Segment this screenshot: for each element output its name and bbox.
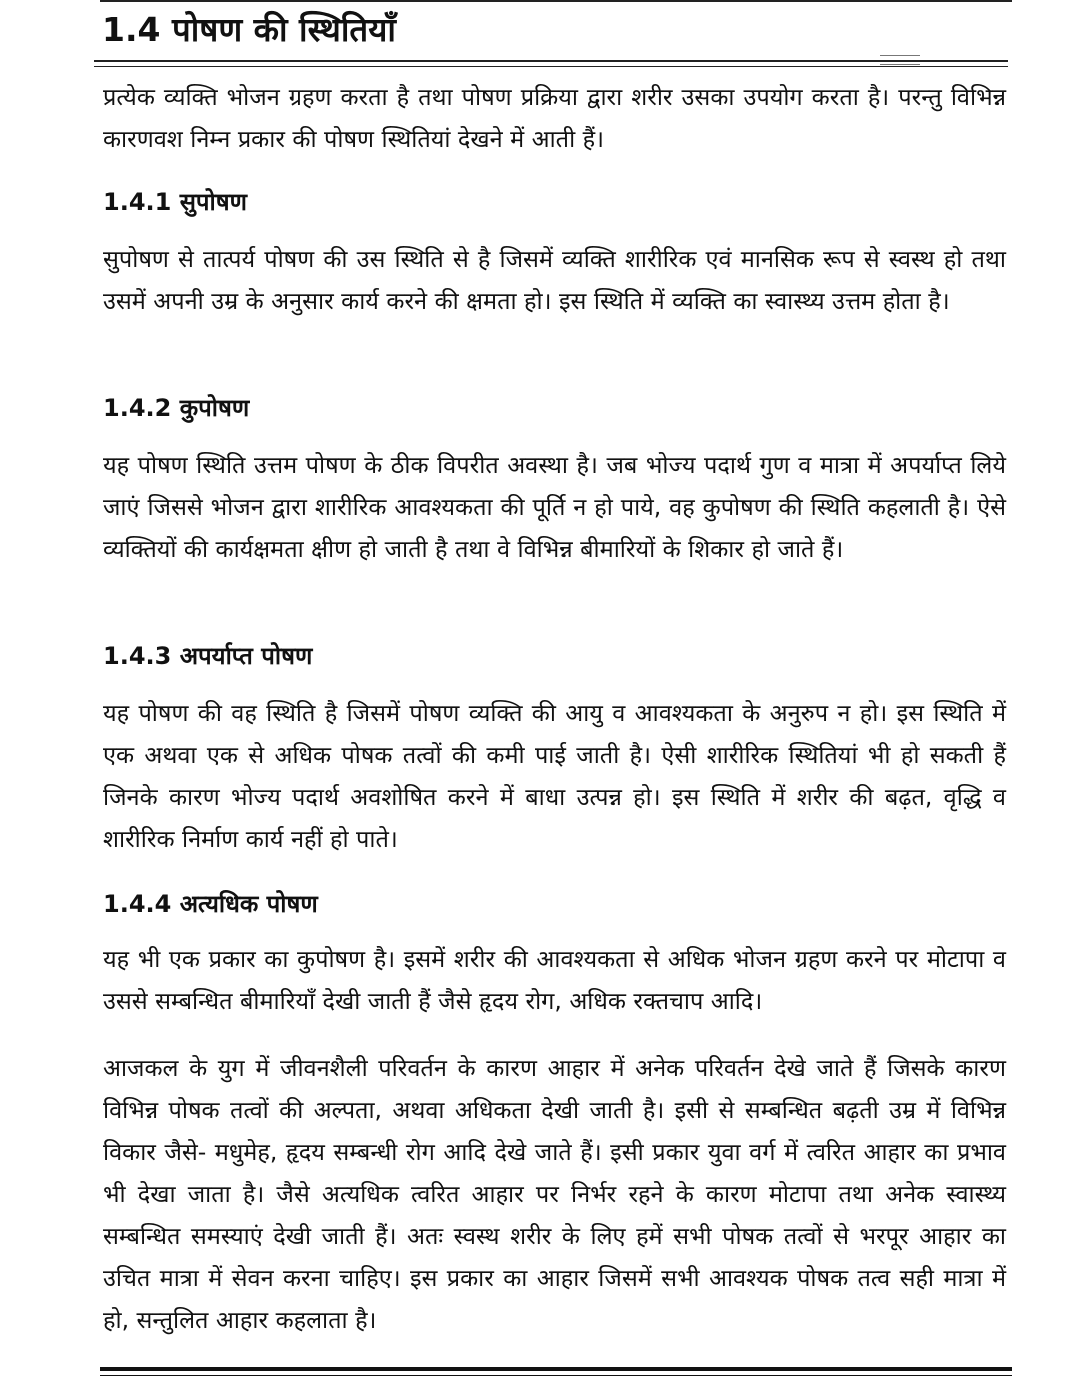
subsection-paragraph-3: यह पोषण की वह स्थिति है जिसमें पोषण व्यक्ति की आयु व आवश्यकता के अनुरुप न हो। इस स्थिति में एक अथवा एक से अधिक पोषक तत्वों की कमी पाई जाती है। ऐसी शारीरिक स्थितियां भी हो सकती हैं जिनके कारण भोज्य पदार्थ अवशोषित करने में बाधा उत्पन्न हो। इस स्थिति में शरीर की बढ़त, वृद्धि व शारीरिक निर्माण कार्य नहीं हो पाते। [103, 699, 1006, 853]
subsection-heading-2: 1.4.2 कुपोषण [103, 394, 250, 422]
subsection-heading-4: 1.4.4 अत्यधिक पोषण [103, 890, 318, 918]
subsection-heading-1: 1.4.1 सुपोषण [103, 188, 247, 216]
intro-paragraph: प्रत्येक व्यक्ति भोजन ग्रहण करता है तथा पोषण प्रक्रिया द्वारा शरीर उसका उपयोग करता है। परन्तु विभिन्न कारणवश निम्न प्रकार की पोषण स्थितियां देखने में आती हैं। [103, 83, 1006, 153]
underline-mark [880, 55, 920, 65]
bottom-rule-thin [100, 1375, 1012, 1376]
closing-paragraph: आजकल के युग में जीवनशैली परिवर्तन के कारण आहार में अनेक परिवर्तन देखे जाते हैं जिसके कारण विभिन्न पोषक तत्वों की अल्पता, अथवा अधिकता देखी जाती है। इसी से सम्बन्धित बढ़ती उम्र में विभिन्न विकार जैसे- मधुमेह, हृदय सम्बन्धी रोग आदि देखे जाते हैं। इसी प्रकार युवा वर्ग में त्वरित आहार का प्रभाव भी देखा जाता है। जैसे अत्यधिक त्वरित आहार पर निर्भर रहने के कारण मोटापा तथा अनेक स्वास्थ्य सम्बन्धित समस्याएं देखी जाती हैं। अतः स्वस्थ शरीर के लिए हमें सभी पोषक तत्वों से भरपूर आहार का उचित मात्रा में सेवन करना चाहिए। इस प्रकार का आहार जिसमें सभी आवश्यक पोषक तत्व सही मात्रा में हो, सन्तुलित आहार कहलाता है। [103, 1054, 1006, 1334]
bottom-rule [100, 1367, 1012, 1371]
subsection-paragraph-1: सुपोषण से तात्पर्य पोषण की उस स्थिति से है जिसमें व्यक्ति शारीरिक एवं मानसिक रूप से स्वस्थ हो तथा उसमें अपनी उम्र के अनुसार कार्य करने की क्षमता हो। इस स्थिति में व्यक्ति का स्वास्थ्य उत्तम होता है। [103, 245, 1006, 315]
heading-underline [94, 60, 1008, 67]
subsection-paragraph-2: यह पोषण स्थिति उत्तम पोषण के ठीक विपरीत अवस्था है। जब भोज्य पदार्थ गुण व मात्रा में अपर्याप्त लिये जाएं जिससे भोजन द्वारा शारीरिक आवश्यकता की पूर्ति न हो पाये, वह कुपोषण की स्थिति कहलाती है। ऐसे व्यक्तियों की कार्यक्षमता क्षीण हो जाती है तथा वे विभिन्न बीमारियों के शिकार हो जाते हैं। [103, 451, 1006, 563]
top-rule [100, 0, 1012, 2]
subsection-heading-3: 1.4.3 अपर्याप्त पोषण [103, 642, 313, 670]
subsection-paragraph-4: यह भी एक प्रकार का कुपोषण है। इसमें शरीर की आवश्यकता से अधिक भोजन ग्रहण करने पर मोटापा व उससे सम्बन्धित बीमारियाँ देखी जाती हैं जैसे हृदय रोग, अधिक रक्तचाप आदि। [103, 945, 1006, 1015]
section-heading: 1.4 पोषण की स्थितियाँ [102, 10, 396, 49]
